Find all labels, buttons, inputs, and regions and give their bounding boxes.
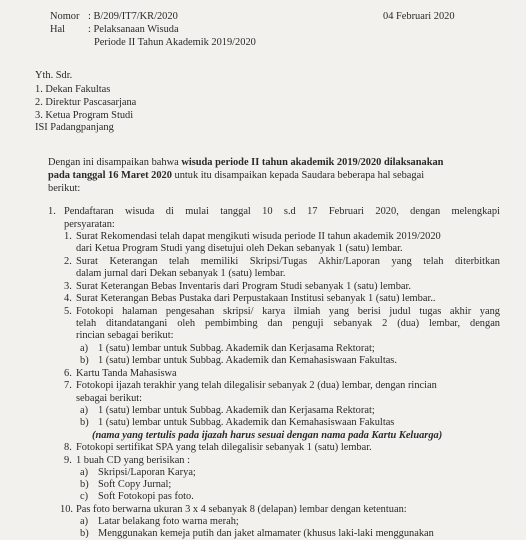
sub-sub-label: b) — [80, 479, 89, 490]
point-text: persyaratan: — [64, 219, 115, 230]
recipient-item: 3. Ketua Program Studi — [35, 110, 134, 121]
sub-text: Fotokopi ijazah terakhir yang telah dilegalisir sebanyak 2 (dua) lembar, dengan rincian — [76, 380, 437, 391]
sub-text: Pas foto berwarna ukuran 3 x 4 sebanyak 8 (delapan) lembar dengan ketentuan: — [76, 504, 407, 515]
sub-sub-label: a) — [80, 516, 89, 527]
sub-number: 9. — [64, 455, 72, 466]
sub-text: sebagai berikut: — [76, 393, 143, 404]
sub-number: 4. — [64, 293, 72, 304]
intro-line-1: Dengan ini disampaikan bahwa wisuda periode II tahun akademik 2019/2020 dilaksanakan — [48, 157, 444, 168]
sub-sub-text: Soft Copy Jurnal; — [98, 479, 172, 490]
sub-sub-label: b) — [80, 528, 89, 539]
sub-sub-text: 1 (satu) lembar untuk Subbag. Akademik dan Kerjasama Rektorat; — [98, 343, 375, 354]
recipient-institution: ISI Padangpanjang — [35, 122, 114, 133]
hal-value-2: Periode II Tahun Akademik 2019/2020 — [94, 37, 256, 48]
sub-text: dalam jurnal dari Dekan sebanyak 1 (satu) lembar. — [76, 268, 286, 279]
sub-text: Surat Keterangan telah memiliki Skripsi/Tugas Akhir/Laporan yang telah diterbitkan — [76, 256, 500, 267]
sub-number: 5. — [64, 306, 72, 317]
hal-value-1: : Pelaksanaan Wisuda — [88, 24, 179, 35]
sub-sub-text: Skripsi/Laporan Karya; — [98, 467, 196, 478]
point-number: 1. — [48, 206, 56, 217]
sub-number: 6. — [64, 368, 72, 379]
sub-text: dari Ketua Program Studi yang disetujui oleh Dekan sebanyak 1 (satu) lembar. — [76, 243, 403, 254]
sub-sub-text: Latar belakang foto warna merah; — [98, 516, 239, 527]
sub-sub-text: Menggunakan kemeja putih dan jaket almamater (khusus laki-laki menggunakan — [98, 528, 434, 539]
sub-text: telah ditandatangani oleh pembimbing dan penguji sebanyak 2 (dua) lembar, dengan — [76, 318, 500, 329]
sub-number: 2. — [64, 256, 72, 267]
sub-text: Fotokopi sertifikat SPA yang telah dilegalisir sebanyak 1 (satu) lembar. — [76, 442, 372, 453]
sub-number: 3. — [64, 281, 72, 292]
salutation: Yth. Sdr. — [35, 70, 73, 81]
sub-text: Kartu Tanda Mahasiswa — [76, 368, 177, 379]
point-text: Pendaftaran wisuda di mulai tanggal 10 s.d 17 Februari 2020, dengan melengkapi — [64, 206, 500, 217]
sub-sub-text: 1 (satu) lembar untuk Subbag. Akademik dan Kerjasama Rektorat; — [98, 405, 375, 416]
sub-number: 8. — [64, 442, 72, 453]
sub-number: 7. — [64, 380, 72, 391]
sub-sub-label: a) — [80, 343, 89, 354]
nomor-value: : B/209/IT7/KR/2020 — [88, 11, 178, 22]
sub-sub-label: c) — [80, 491, 89, 502]
nomor-label: Nomor — [50, 11, 80, 22]
hal-label: Hal — [50, 24, 66, 35]
sub-number: 10. — [60, 504, 73, 515]
sub-text: Surat Keterangan Bebas Inventaris dari Program Studi sebanyak 1 (satu) lembar. — [76, 281, 412, 292]
sub-sub-label: a) — [80, 405, 89, 416]
recipient-item: 1. Dekan Fakultas — [35, 84, 111, 95]
recipient-item: 2. Direktur Pascasarjana — [35, 97, 137, 108]
intro-line-2: pada tanggal 16 Maret 2020 untuk itu disampaikan kepada Saudara beberapa hal sebagai — [48, 170, 425, 181]
sub-text: Surat Rekomendasi telah dapat mengikuti wisuda periode II tahun akademik 2019/2020 — [76, 231, 441, 242]
sub-sub-text: Soft Fotokopi pas foto. — [98, 491, 194, 502]
intro-line-3: berikut: — [48, 183, 81, 194]
sub-number: 1. — [64, 231, 72, 242]
sub-text: rincian sebagai berikut: — [76, 330, 174, 341]
sub-sub-text: 1 (satu) lembar untuk Subbag. Akademik dan Kemahasiswaan Fakultas — [98, 417, 395, 428]
sub-sub-text: 1 (satu) lembar untuk Subbag. Akademik dan Kemahasiswaan Fakultas. — [98, 355, 397, 366]
sub-sub-label: a) — [80, 467, 89, 478]
sub-text: Surat Keterangan Bebas Pustaka dari Perpustakaan Institusi sebanyak 1 (satu) lembar.. — [76, 293, 436, 304]
sub-text: Fotokopi halaman pengesahan skripsi/ karya ilmiah yang berisi judul tugas akhir yang — [76, 306, 500, 317]
letter-date: 04 Februari 2020 — [383, 11, 455, 22]
ijazah-note: (nama yang tertulis pada ijazah harus sesuai dengan nama pada Kartu Keluarga) — [92, 430, 443, 441]
sub-text: 1 buah CD yang berisikan : — [76, 455, 190, 466]
sub-sub-label: b) — [80, 355, 89, 366]
sub-sub-label: b) — [80, 417, 89, 428]
